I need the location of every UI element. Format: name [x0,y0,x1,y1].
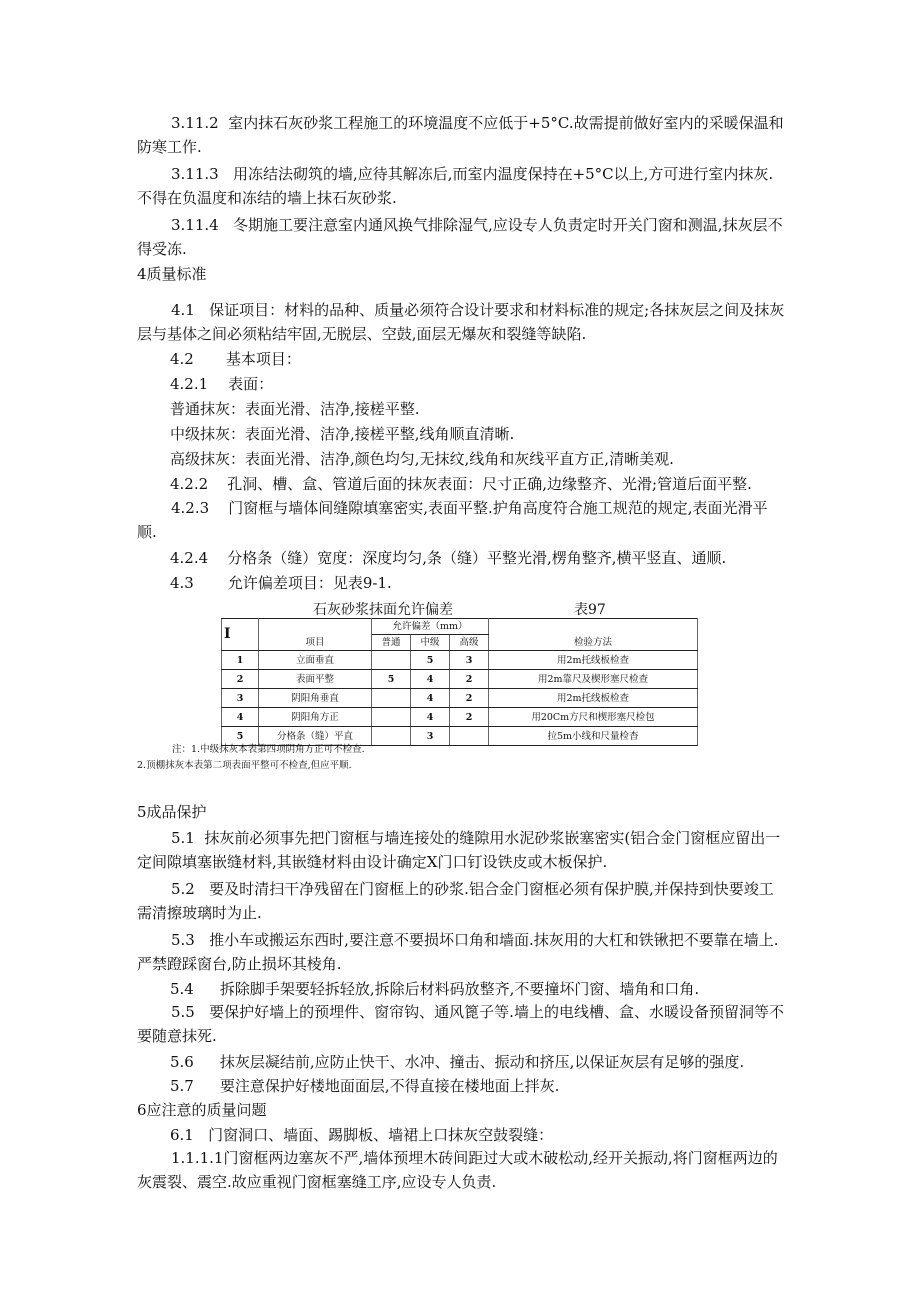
para-5-5 [137,1000,785,1048]
line-normal-plaster: 普通抹灰：表面光滑、洁净,接槎平整. [170,400,420,418]
cell-normal [372,689,411,708]
cell-method: 用2m托线板检查 [489,651,698,670]
para-number: 3.11.2 [171,114,219,132]
para-4-2-3 [137,496,785,544]
section-heading-5: 5成品保护 [137,803,207,821]
para-text: 抹灰前必须事先把门窗框与墙连接处的缝隙用水泥砂浆嵌塞密实(铝合金门窗框应留出一定间隙填塞嵌缝材料,其嵌缝材料由设计确定X门口钉设铁皮或木板保护. [137,829,781,871]
para-number: 5.1 [171,829,195,847]
cell-item: 表面平整 [259,670,372,689]
para-number: 5.3 [171,931,195,949]
para-6-1 [170,1124,553,1146]
para-text: 要注意保护好楼地面面层,不得直接在楼地面上拌灰. [219,1077,560,1095]
para-number: 4.2 [170,350,194,368]
table-row [222,689,698,708]
cell-no: 5 [222,727,259,746]
cell-no: 3 [222,689,259,708]
cell-high: 2 [450,689,489,708]
para-number: 3.11.4 [171,216,219,234]
cell-high: 3 [450,651,489,670]
para-1-1-1-1 [137,1146,785,1194]
para-text: 冬期施工要注意室内通风换气排除湿气,应设专人负责定时开关门窗和测温,抹灰层不得受冻. [137,216,783,258]
cell-normal [372,708,411,727]
para-text: 孔洞、槽、盒、管道后面的抹灰表面：尺寸正确,边缘整齐、光滑;管道后面平整. [227,475,752,493]
para-text: 门窗框两边塞灰不严,墙体预埋木砖间距过大或木破松动,经开关振动,将门窗框两边的灰震裂、震空.故应重视门窗框塞缝工序,应设专人负责. [137,1149,778,1191]
cell-mid: 4 [411,689,450,708]
para-5-2 [137,877,785,925]
table-note-2: 2.顶棚抹灰本表第二项表面平整可不检查,但应平顺. [137,760,352,771]
para-number: 4.1 [171,301,195,319]
header-method: 检验方法 [489,619,698,651]
table-number: 表97 [574,602,606,618]
para-3-11-2 [137,111,785,159]
cell-mid: 5 [411,651,450,670]
para-4-2 [170,348,301,370]
para-number: 4.3 [170,574,194,592]
table-note-1: 注：1.中级抹灰本表第四项阴角方正可不检查. [172,744,365,755]
cell-method: 用2m靠尺及楔形塞尺检查 [489,670,698,689]
para-4-2-2 [170,473,752,495]
para-text: 用冻结法砌筑的墙,应待其解冻后,而室内温度保持在+5°C以上,方可进行室内抹灰.不得在负温度和冻结的墙上抹石灰砂浆. [137,165,774,207]
cell-high: 2 [450,670,489,689]
cell-mid: 3 [411,727,450,746]
para-5-1 [137,826,785,874]
header-mid: 中级 [411,635,450,651]
para-number: 5.2 [171,880,195,898]
para-text: 拆除脚手架要轻拆轻放,拆除后材料码放整齐,不要撞坏门窗、墙角和口角. [219,980,700,998]
table-row [222,651,698,670]
para-number: 1.1.1.1 [171,1149,224,1167]
para-3-11-3 [137,162,785,210]
cell-high: 2 [450,708,489,727]
para-text: 保证项目：材料的品种、质量必须符合设计要求和材料标准的规定;各抹灰层之间及抹灰层与基体之间必须粘结牢固,无脱层、空鼓,面层无爆灰和裂缝等缺陷. [137,301,785,343]
para-4-2-1 [170,373,273,395]
para-number: 5.6 [170,1053,194,1071]
para-4-3 [170,572,392,594]
para-4-1 [137,298,785,346]
para-number: 4.2.4 [170,549,209,567]
para-number: 3.11.3 [171,165,219,183]
para-5-3 [137,928,785,976]
para-5-6 [170,1051,744,1073]
cell-method: 拉5m小线和尺量检杳 [489,727,698,746]
header-high: 高级 [450,635,489,651]
para-text: 室内抹石灰砂浆工程施工的环境温度不应低于+5°C.故需提前做好室内的采暖保温和防寒工作. [137,114,784,156]
para-4-2-4 [170,547,726,569]
para-text: 门窗框与墙体间缝隙填塞密实,表面平整.护角高度符合施工规范的规定,表面光滑平顺. [137,499,768,541]
para-text: 抹灰层凝结前,应防止快干、水冲、撞击、振动和挤压,以保证灰层有足够的强度. [219,1053,745,1071]
para-3-11-4 [137,213,785,261]
para-number: 4.2.1 [170,375,209,393]
para-number: 4.2.3 [171,499,210,517]
cell-item: 立面垂直 [259,651,372,670]
para-5-4 [170,978,699,1000]
table-row [222,708,698,727]
para-text: 允许偏差项目：见表9-1. [227,574,392,592]
para-text: 门窗洞口、墙面、踢脚板、墙裙上口抹灰空鼓裂缝： [208,1126,554,1144]
para-number: 5.5 [171,1003,195,1021]
para-number: 6.1 [170,1126,194,1144]
para-number: 5.7 [170,1077,194,1095]
para-number: 5.4 [170,980,194,998]
cell-method: 用20Cm方尺和楔形塞尺检包 [489,708,698,727]
cell-high [450,727,489,746]
para-5-7 [170,1075,559,1097]
header-normal: 普通 [372,635,411,651]
cell-no: 4 [222,708,259,727]
cell-normal [372,727,411,746]
line-high-plaster: 高级抹灰：表面光滑、洁净,颜色均匀,无抹纹,线角和灰线平直方正,清晰美观. [170,450,674,468]
table-corner-mark: Ⅰ [222,619,259,651]
para-text: 要保护好墙上的预埋件、窗帘钩、通风篦子等.墙上的电线槽、盒、水暖设备预留洞等不要随意抹死. [137,1003,784,1045]
cell-normal: 5 [372,670,411,689]
header-item: 项目 [259,619,372,651]
section-heading-4: 4质量标准 [137,265,207,283]
cell-normal [372,651,411,670]
cell-method: 用2m托线板检查 [489,689,698,708]
section-heading-6: 6应注意的质量问题 [137,1101,267,1119]
tolerance-table [221,618,698,746]
cell-item: 分格条（缝）平直 [259,727,372,746]
cell-mid: 4 [411,708,450,727]
header-deviation: 允许偏差（mm） [372,619,489,635]
table-row [222,670,698,689]
para-text: 要及时清扫干净残留在门窗框上的砂浆.铝合金门窗框必须有保护膜,并保持到快要竣工需清擦玻璃时为止. [137,880,774,922]
cell-mid: 4 [411,670,450,689]
para-text: 表面： [228,375,274,393]
cell-item: 阴阳角垂直 [259,689,372,708]
cell-item: 阴阳角方正 [259,708,372,727]
line-mid-plaster: 中级抹灰：表面光滑、洁净,接槎平整,线角顺直清晰. [170,425,515,443]
para-text: 基本项目： [225,350,301,368]
cell-no: 1 [222,651,259,670]
para-text: 推小车或搬运东西时,要注意不要损坏口角和墙面.抹灰用的大杠和铁锹把不要靠在墙上.严禁蹬踩窗台,防止损坏其棱角. [137,931,779,973]
cell-no: 2 [222,670,259,689]
para-number: 4.2.2 [170,475,209,493]
table-caption: 石灰砂浆抹面允许偏差 [313,602,453,618]
table-header-row [222,619,698,635]
para-text: 分格条（缝）宽度：深度均匀,条（缝）平整光滑,楞角整齐,横平竖直、通顺. [227,549,727,567]
